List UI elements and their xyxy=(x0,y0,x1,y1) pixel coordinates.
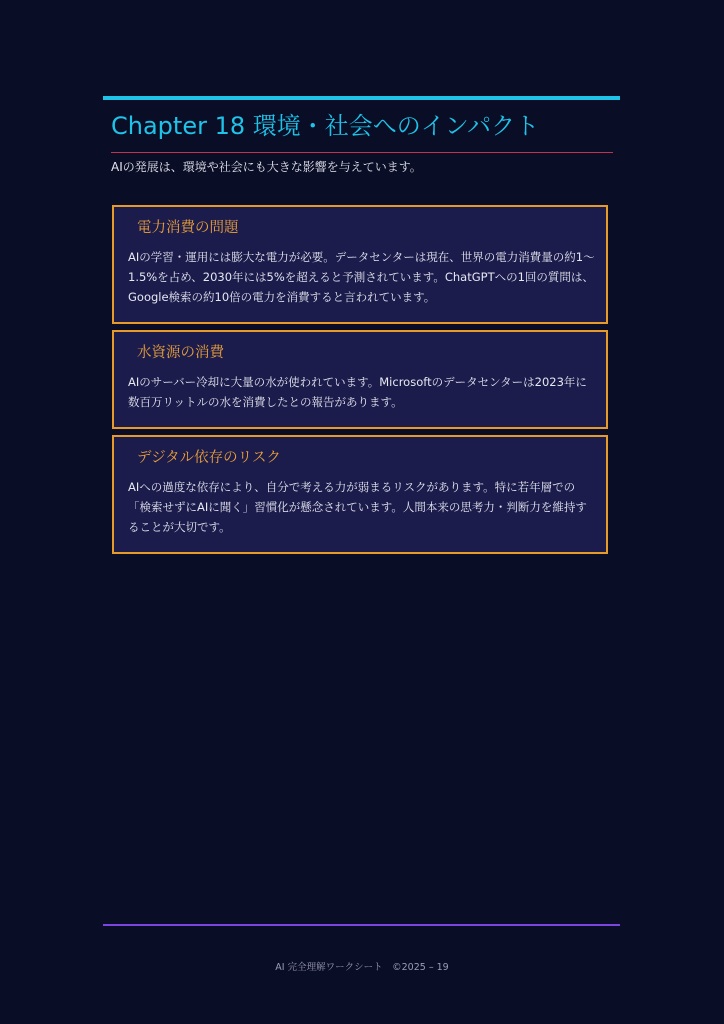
card-body: AIのサーバー冷却に大量の水が使われています。Microsoftのデータセンターは2023年に数百万リットルの水を消費したとの報告があります。 xyxy=(128,375,587,409)
footer-rule xyxy=(103,924,620,926)
top-rule xyxy=(103,96,620,100)
card-title: 電力消費の問題 xyxy=(137,220,239,236)
card-title: デジタル依存のリスク xyxy=(137,450,281,466)
chapter-title: Chapter 18 環境・社会へのインパクト xyxy=(111,112,540,140)
card-power-consumption xyxy=(112,205,608,324)
card-title: 水資源の消費 xyxy=(137,345,224,361)
card-water-consumption xyxy=(112,330,608,429)
page-footer: AI 完全理解ワークシート ©2025 – 19 xyxy=(275,962,449,973)
card-body: AIの学習・運用には膨大な電力が必要。データセンターは現在、世界の電力消費量の約1〜1.5%を占め、2030年には5%を超えると予測されています。ChatGPTへの1回の質問は、Google検索の約10倍の電力を消費すると言われています。 xyxy=(128,250,595,304)
card-digital-dependence xyxy=(112,435,608,554)
card-body: AIへの過度な依存により、自分で考える力が弱まるリスクがあります。特に若年層での「検索せずにAIに聞く」習慣化が懸念されています。人間本来の思考力・判断力を維持することが大切です。 xyxy=(128,480,587,534)
chapter-intro: AIの発展は、環境や社会にも大きな影響を与えています。 xyxy=(111,160,422,174)
title-underline xyxy=(111,152,613,153)
